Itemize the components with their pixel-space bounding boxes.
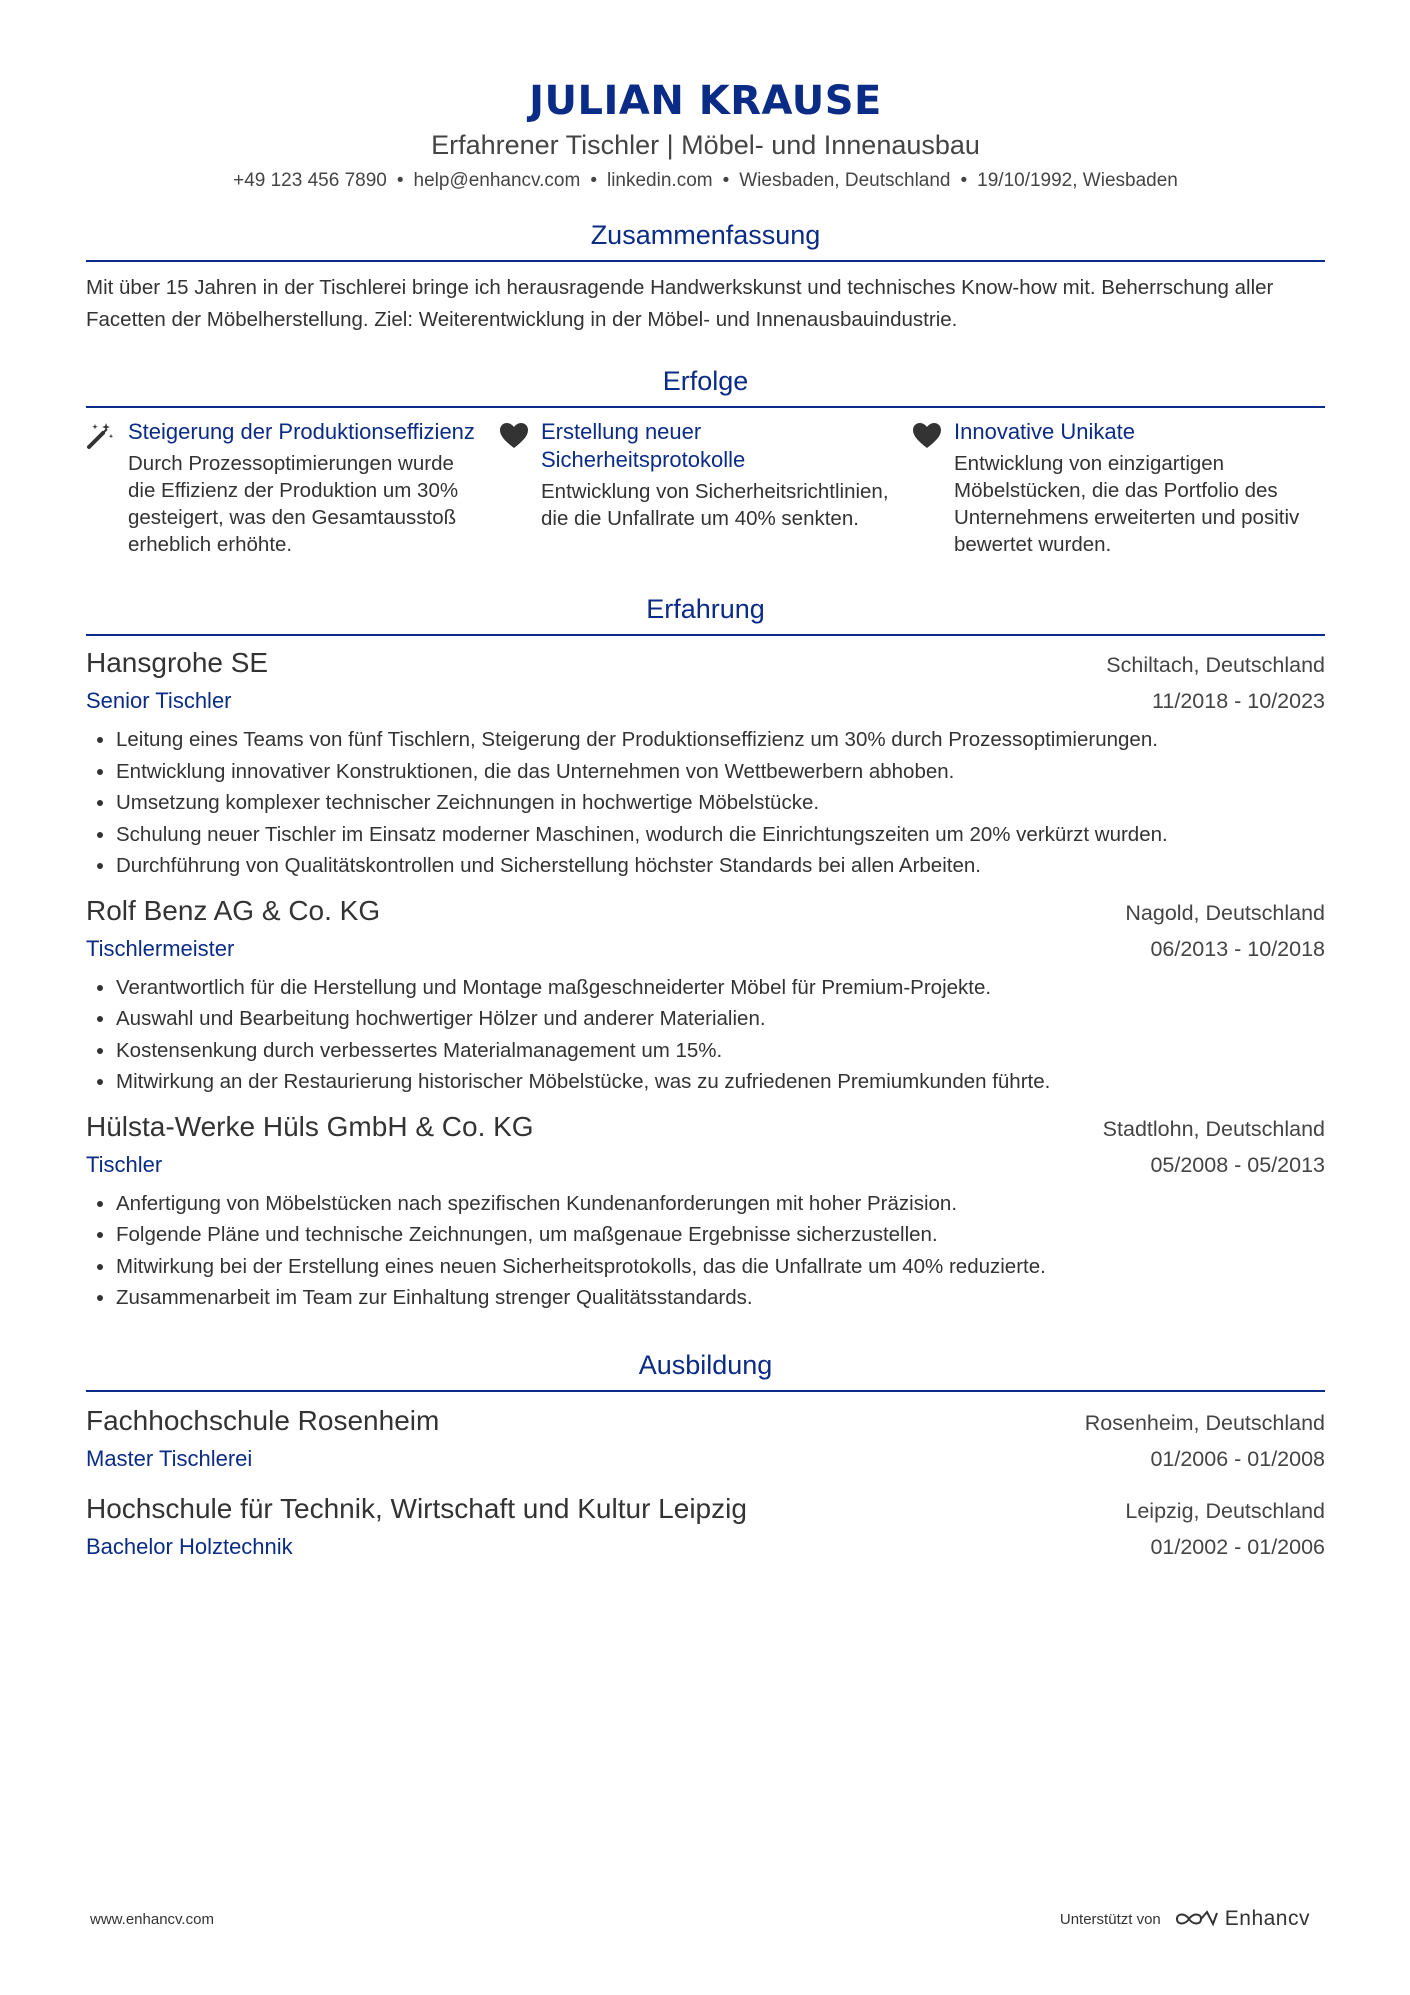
job-bullet: • Entwicklung innovativer Konstruktionen, die das Unternehmen von Wettbewerbern abhoben.: [116, 756, 1325, 788]
page-footer: [90, 1907, 1310, 1931]
degree: Bachelor Holztechnik: [86, 1533, 293, 1559]
summary-text: Mit über 15 Jahren in der Tischlerei bringe ich herausragende Handwerkskunst und technisches Know-how mit. Beherrschung aller Facetten der Möbelherstellung. Ziel: Weiterentwicklung in der Möbel- und Innenausbauindustrie.: [86, 276, 1274, 331]
enhancv-logo-icon: [1173, 1908, 1219, 1930]
achievement-text: Entwicklung von einzigartigen Möbelstücken, die das Portfolio des Unternehmens erweiterten und positiv bewertet wurden.: [954, 452, 1300, 556]
resume-header: [86, 0, 1325, 194]
experience-entry: [86, 892, 1325, 1098]
job-bullet: • Schulung neuer Tischler im Einsatz moderner Maschinen, wodurch die Einrichtungszeiten um 20% verkürzt wurden.: [116, 819, 1325, 851]
job-role: Tischler: [86, 1151, 163, 1177]
education-dates: 01/2002 - 01/2006: [1150, 1534, 1325, 1559]
job-bullet: • Kostensenkung durch verbessertes Materialmanagement um 15%.: [116, 1035, 1325, 1067]
section-divider: [86, 260, 1325, 262]
job-bullets: [86, 972, 1325, 1098]
job-bullet: • Auswahl und Bearbeitung hochwertiger Hölzer und anderer Materialien.: [116, 1003, 1325, 1035]
school-location: Rosenheim, Deutschland: [1084, 1410, 1325, 1435]
achievement-title: Innovative Unikate: [954, 419, 1135, 444]
section-title-experience: Erfahrung: [646, 594, 765, 624]
education-section: [86, 1348, 1325, 1566]
school-location: Leipzig, Deutschland: [1125, 1498, 1325, 1523]
job-bullet: • Umsetzung komplexer technischer Zeichnungen in hochwertige Möbelstücke.: [116, 787, 1325, 819]
achievement-item: [86, 418, 499, 558]
school-name: Hochschule für Technik, Wirtschaft und Kultur Leipzig: [86, 1492, 747, 1524]
job-bullet: • Anfertigung von Möbelstücken nach spezifischen Kundenanforderungen mit hoher Präzision.: [116, 1188, 1325, 1220]
job-bullet: • Zusammenarbeit im Team zur Einhaltung strenger Qualitätsstandards.: [116, 1282, 1325, 1314]
job-dates: 06/2013 - 10/2018: [1150, 936, 1325, 961]
contact-birth: 19/10/1992, Wiesbaden: [977, 170, 1178, 191]
job-location: Stadtlohn, Deutschland: [1102, 1116, 1325, 1141]
separator-dot: •: [722, 170, 730, 191]
job-dates: 11/2018 - 10/2023: [1152, 689, 1325, 713]
section-divider: [86, 634, 1325, 636]
brand-name: Enhancv: [1224, 1907, 1310, 1930]
footer-website[interactable]: www.enhancv.com: [90, 1910, 214, 1928]
powered-by-label: Unterstützt von: [1059, 1910, 1161, 1928]
job-role: Senior Tischler: [86, 688, 232, 713]
resume-page: [86, 0, 1325, 1566]
section-title-education: Ausbildung: [638, 1349, 773, 1380]
job-bullet: • Mitwirkung an der Restaurierung historischer Möbelstücke, was zu zufriedenen Premiumkunden führte.: [116, 1066, 1325, 1098]
job-location: Schiltach, Deutschland: [1106, 653, 1325, 677]
achievement-title: Erstellung neuer Sicherheitsprotokolle: [541, 419, 746, 472]
separator-dot: •: [590, 170, 597, 191]
contact-phone: +49 123 456 7890: [233, 170, 387, 191]
experience-section: [86, 592, 1325, 1314]
summary-section: [86, 218, 1325, 336]
job-bullet: • Verantwortlich für die Herstellung und Montage maßgeschneiderter Möbel für Premium-Projekte.: [116, 972, 1325, 1004]
heart-icon: [912, 418, 954, 558]
education-entry: [86, 1490, 1325, 1566]
company-name: Hansgrohe SE: [86, 647, 269, 678]
separator-dot: •: [960, 170, 968, 191]
job-bullets: [86, 724, 1325, 882]
contact-email[interactable]: help@enhancv.com: [413, 170, 581, 191]
experience-entry: [86, 1108, 1325, 1314]
section-divider: [86, 1390, 1325, 1392]
job-bullet: • Mitwirkung bei der Erstellung eines neuen Sicherheitsprotokolls, das die Unfallrate um 40% reduzierte.: [116, 1251, 1325, 1283]
school-name: Fachhochschule Rosenheim: [86, 1404, 440, 1436]
heart-icon: [499, 418, 541, 558]
footer-branding: [1060, 1907, 1310, 1931]
job-bullets: [86, 1188, 1325, 1314]
contact-location: Wiesbaden, Deutschland: [739, 170, 951, 191]
job-location: Nagold, Deutschland: [1125, 900, 1325, 925]
achievement-item: [912, 418, 1325, 558]
contact-linkedin[interactable]: linkedin.com: [606, 170, 713, 191]
job-bullet: • Leitung eines Teams von fünf Tischlern, Steigerung der Produktionseffizienz um 30% durch Prozessoptimierungen.: [116, 724, 1325, 756]
section-title-summary: Zusammenfassung: [590, 220, 821, 250]
achievement-item: [499, 418, 912, 558]
company-name: Rolf Benz AG & Co. KG: [86, 894, 381, 926]
achievement-text: Entwicklung von Sicherheitsrichtlinien, die die Unfallrate um 40% senkten.: [541, 480, 889, 530]
education-dates: 01/2006 - 01/2008: [1150, 1446, 1325, 1471]
job-role: Tischlermeister: [86, 935, 235, 961]
education-entry: [86, 1402, 1325, 1478]
achievements-list: [86, 418, 1325, 558]
experience-entry: [86, 644, 1325, 882]
magic-wand-icon: [86, 418, 128, 558]
achievements-section: [86, 364, 1325, 558]
section-divider: [86, 406, 1325, 408]
degree: Master Tischlerei: [86, 1445, 253, 1471]
contact-line: [86, 168, 1325, 194]
job-bullet: • Folgende Pläne und technische Zeichnungen, um maßgenaue Ergebnisse sicherzustellen.: [116, 1219, 1325, 1251]
section-title-achievements: Erfolge: [662, 366, 749, 396]
candidate-name: JULIAN KRAUSE: [529, 78, 882, 124]
candidate-title: Erfahrener Tischler | Möbel- und Innenausbau: [431, 130, 980, 160]
achievement-title: Steigerung der Produktionseffizienz: [128, 419, 475, 444]
achievement-text: Durch Prozessoptimierungen wurde die Effizienz der Produktion um 30% gesteigert, was den Gesamtausstoß erheblich erhöhte.: [128, 452, 459, 556]
separator-dot: •: [396, 170, 404, 191]
job-dates: 05/2008 - 05/2013: [1150, 1152, 1325, 1177]
company-name: Hülsta-Werke Hüls GmbH & Co. KG: [86, 1110, 534, 1142]
job-bullet: • Durchführung von Qualitätskontrollen und Sicherstellung höchster Standards bei allen Arbeiten.: [116, 850, 1325, 882]
